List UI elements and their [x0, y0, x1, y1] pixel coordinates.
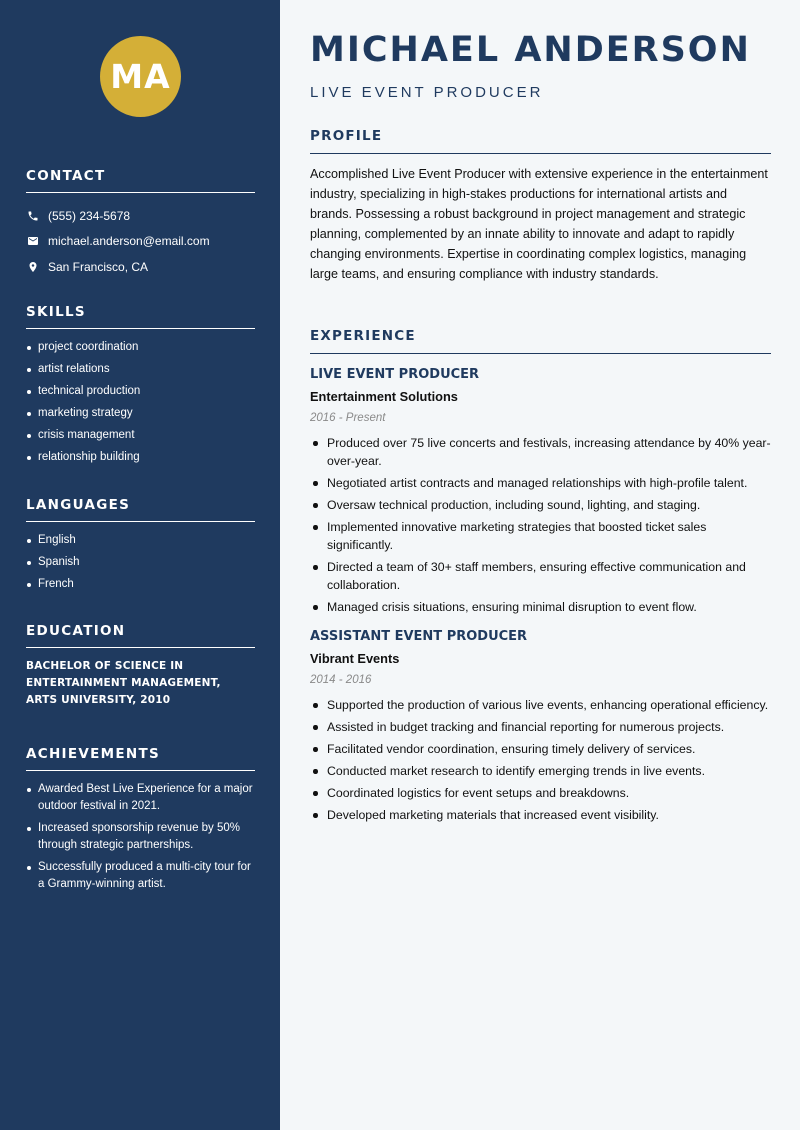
contact-location-text: San Francisco, CA — [48, 259, 149, 274]
profile-section — [310, 128, 771, 285]
achievements-heading: ACHIEVEMENTS — [26, 746, 255, 771]
job-title: LIVE EVENT PRODUCER — [310, 367, 480, 382]
skill-item: relationship building — [26, 449, 255, 466]
candidate-role: LIVE EVENT PRODUCER — [310, 84, 544, 101]
language-item: English — [26, 532, 255, 549]
education-heading: EDUCATION — [26, 623, 255, 648]
skills-section — [26, 304, 255, 471]
skill-item: project coordination — [26, 339, 255, 356]
languages-section — [26, 497, 255, 598]
achievements-section — [26, 746, 255, 898]
job-bullet: Assisted in budget tracking and financial reporting for numerous projects. — [310, 718, 771, 736]
contact-email — [26, 229, 255, 255]
job-company: Vibrant Events — [310, 651, 400, 666]
contact-phone — [26, 203, 255, 229]
education-section — [26, 623, 255, 709]
job-company: Entertainment Solutions — [310, 389, 458, 404]
contact-section — [26, 168, 255, 280]
job-dates: 2014 - 2016 — [310, 674, 372, 686]
contact-list — [26, 203, 255, 280]
job-bullet: Coordinated logistics for event setups and breakdowns. — [310, 784, 771, 802]
contact-email-text: michael.anderson@email.com — [48, 234, 210, 249]
profile-heading: PROFILE — [310, 128, 771, 154]
job-bullet: Conducted market research to identify emerging trends in live events. — [310, 762, 771, 780]
skills-list — [26, 339, 255, 466]
job-bullet: Managed crisis situations, ensuring minimal disruption to event flow. — [310, 598, 771, 616]
achievement-item: Successfully produced a multi-city tour for a Grammy-winning artist. — [26, 859, 255, 893]
job-title: ASSISTANT EVENT PRODUCER — [310, 629, 528, 644]
contact-phone-text: (555) 234-5678 — [48, 208, 131, 223]
skill-item: crisis management — [26, 427, 255, 444]
skill-item: marketing strategy — [26, 405, 255, 422]
language-item: French — [26, 576, 255, 593]
job-bullet: Facilitated vendor coordination, ensuring timely delivery of services. — [310, 740, 771, 758]
contact-location — [26, 254, 255, 280]
achievement-item: Awarded Best Live Experience for a major outdoor festival in 2021. — [26, 781, 255, 815]
languages-list — [26, 532, 255, 593]
profile-text: Accomplished Live Event Producer with extensive experience in the entertainment industry, specializing in high-stakes productions for international artists and brands. Possessing a robust background in project management and strategic planning, complemented by an innate ability to innovate and adapt to rapidly changing environments. Expertise in coordinating complex logistics, managing large teams, and ensuring compliance with industry standards. — [310, 167, 768, 282]
job-bullets — [310, 696, 771, 824]
job-bullet: Implemented innovative marketing strategies that boosted ticket sales significantly. — [310, 518, 771, 554]
job-bullet: Produced over 75 live concerts and festivals, increasing attendance by 40% year-over-year. — [310, 434, 771, 470]
skill-item: technical production — [26, 383, 255, 400]
skill-item: artist relations — [26, 361, 255, 378]
job-bullet: Negotiated artist contracts and managed relationships with high-profile talent. — [310, 474, 771, 492]
job-bullet: Directed a team of 30+ staff members, ensuring effective communication and collaboration. — [310, 558, 771, 594]
email-icon — [26, 234, 40, 248]
avatar: MA — [100, 36, 181, 117]
candidate-name: MICHAEL ANDERSON — [310, 30, 751, 70]
job-bullet: Oversaw technical production, including sound, lighting, and staging. — [310, 496, 771, 514]
education-degree: BACHELOR OF SCIENCE IN ENTERTAINMENT MANAGEMENT, ARTS UNIVERSITY, 2010 — [26, 660, 221, 706]
language-item: Spanish — [26, 554, 255, 571]
sidebar — [0, 0, 280, 1130]
contact-heading: CONTACT — [26, 168, 255, 193]
job-bullet: Developed marketing materials that increased event visibility. — [310, 806, 771, 824]
job-bullets — [310, 434, 771, 616]
job-entry — [310, 366, 771, 616]
skills-heading: SKILLS — [26, 304, 255, 329]
experience-heading: EXPERIENCE — [310, 328, 771, 354]
achievement-item: Increased sponsorship revenue by 50% through strategic partnerships. — [26, 820, 255, 854]
job-entry — [310, 628, 771, 824]
location-icon — [26, 260, 40, 274]
languages-heading: LANGUAGES — [26, 497, 255, 522]
job-bullet: Supported the production of various live events, enhancing operational efficiency. — [310, 696, 771, 714]
job-dates: 2016 - Present — [310, 412, 386, 424]
phone-icon — [26, 209, 40, 223]
experience-section — [310, 328, 771, 828]
achievements-list — [26, 781, 255, 893]
